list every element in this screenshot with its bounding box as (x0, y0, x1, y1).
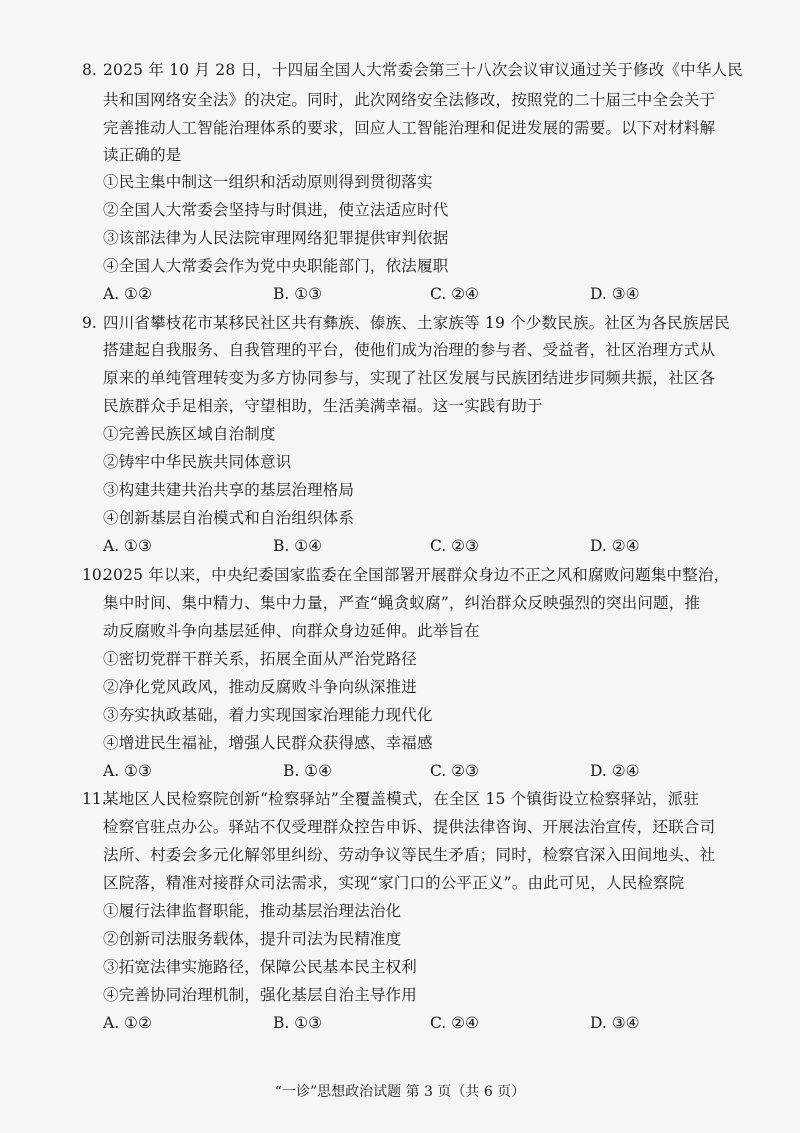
question-stem-line: 搭建起自我服务、自我管理的平台，使他们成为治理的参与者、受益者，社区治理方式从 (103, 341, 716, 359)
answer-choice-d[interactable]: D. ③④ (590, 285, 640, 303)
answer-choice-a[interactable]: A. ①③ (103, 537, 152, 555)
option-statement: ④创新基层自治模式和自治组织体系 (103, 509, 355, 527)
answer-choice-c[interactable]: C. ②④ (430, 1014, 479, 1032)
question-stem-line: 完善推动人工智能治理体系的要求，回应人工智能治理和促进发展的需要。以下对材料解 (103, 119, 716, 137)
question-stem-line: 2025 年以来，中央纪委国家监委在全国部署开展群众身边不正之风和腐败问题集中整治， (103, 566, 730, 584)
option-statement: ③构建共建共治共享的基层治理格局 (103, 481, 355, 499)
answer-choice-a[interactable]: A. ①③ (103, 762, 152, 780)
answer-choice-b[interactable]: B. ①③ (273, 1014, 323, 1032)
question-stem-line: 区院落，精准对接群众司法需求，实现“家门口的公平正义”。由此可见，人民检察院 (103, 874, 685, 892)
question-stem-line: 2025 年 10 月 28 日，十四届全国人大常委会第三十八次会议审议通过关于修改《中华人民 (103, 61, 743, 79)
question-number: 8. (82, 61, 97, 79)
question-stem-line: 动反腐败斗争向基层延伸、向群众身边延伸。此举旨在 (103, 622, 480, 640)
answer-choice-d[interactable]: D. ③④ (590, 1014, 640, 1032)
question-stem-line: 读正确的是 (103, 146, 182, 164)
answer-choice-c[interactable]: C. ②④ (430, 285, 479, 303)
option-statement: ④增进民生福祉，增强人民群众获得感、幸福感 (103, 734, 433, 752)
answer-choice-a[interactable]: A. ①② (103, 1014, 152, 1032)
answer-choice-c[interactable]: C. ②③ (430, 762, 479, 780)
option-statement: ③该部法律为人民法院审理网络犯罪提供审判依据 (103, 229, 449, 247)
question-stem-line: 原来的单纯管理转变为多方协同参与，实现了社区发展与民族团结进步同频共振，社区各 (103, 369, 716, 387)
option-statement: ④全国人大常委会作为党中央职能部门，依法履职 (103, 257, 449, 275)
option-statement: ①完善民族区域自治制度 (103, 425, 276, 443)
question-stem-line: 某地区人民检察院创新“检察驿站”全覆盖模式，在全区 15 个镇街设立检察驿站，派驻 (103, 790, 700, 808)
option-statement: ②全国人大常委会坚持与时俱进，使立法适应时代 (103, 201, 449, 219)
option-statement: ②创新司法服务载体，提升司法为民精准度 (103, 930, 402, 948)
answer-choice-b[interactable]: B. ①④ (273, 537, 323, 555)
option-statement: ②净化党风政风，推动反腐败斗争向纵深推进 (103, 678, 418, 696)
answer-choice-d[interactable]: D. ②④ (590, 762, 640, 780)
answer-choice-a[interactable]: A. ①② (103, 285, 152, 303)
answer-choice-c[interactable]: C. ②③ (430, 537, 479, 555)
question-stem-line: 法所、村委会多元化解邻里纠纷、劳动争议等民生矛盾；同时，检察官深入田间地头、社 (103, 846, 716, 864)
question-number: 9. (82, 314, 97, 332)
option-statement: ④完善协同治理机制，强化基层自治主导作用 (103, 986, 418, 1004)
option-statement: ①履行法律监督职能，推动基层治理法治化 (103, 902, 402, 920)
option-statement: ③夯实执政基础，着力实现国家治理能力现代化 (103, 706, 433, 724)
option-statement: ①密切党群干群关系，拓展全面从严治党路径 (103, 650, 418, 668)
page-footer: “一诊”思想政治试题 第 3 页（共 6 页） (274, 1084, 526, 1100)
answer-choice-b[interactable]: B. ①④ (283, 762, 333, 780)
question-number: 11. (82, 790, 107, 808)
question-stem-line: 集中时间、集中精力、集中力量，严查“蝇贪蚁腐”，纠治群众反映强烈的突出问题，推 (103, 594, 701, 612)
option-statement: ①民主集中制这一组织和活动原则得到贯彻落实 (103, 173, 433, 191)
question-stem-line: 检察官驻点办公。驿站不仅受理群众控告申诉、提供法律咨询、开展法治宣传，还联合司 (103, 818, 716, 836)
question-stem-line: 四川省攀枝花市某移民社区共有彝族、傣族、土家族等 19 个少数民族。社区为各民族居民 (103, 314, 730, 332)
answer-choice-b[interactable]: B. ①③ (273, 285, 323, 303)
option-statement: ③拓宽法律实施路径，保障公民基本民主权利 (103, 958, 418, 976)
answer-choice-d[interactable]: D. ②④ (590, 537, 640, 555)
question-number: 10. (82, 566, 107, 584)
question-stem-line: 共和国网络安全法》的决定。同时，此次网络安全法修改，按照党的二十届三中全会关于 (103, 91, 716, 109)
option-statement: ②铸牢中华民族共同体意识 (103, 453, 292, 471)
question-stem-line: 民族群众手足相亲，守望相助，生活美满幸福。这一实践有助于 (103, 397, 543, 415)
